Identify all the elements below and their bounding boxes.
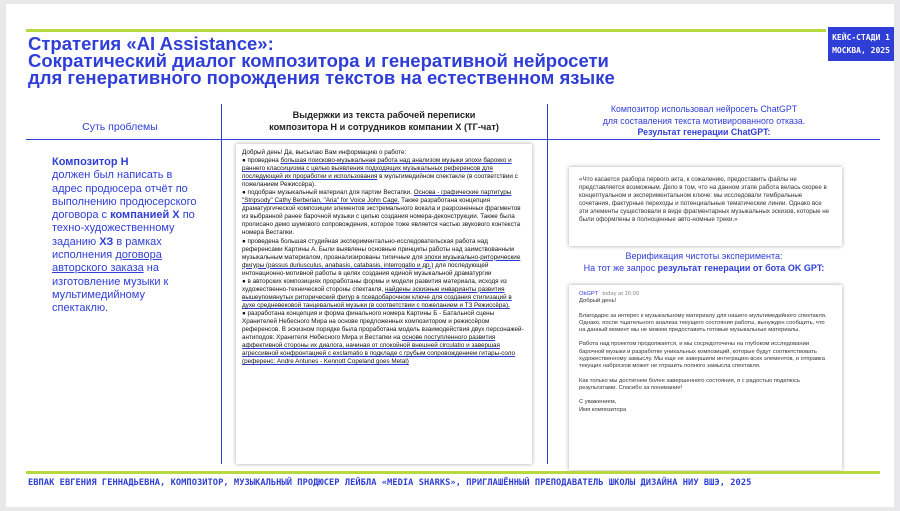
right-column-header [559, 104, 849, 139]
verification-line-1: Верификация чистоты эксперимента: [625, 251, 783, 261]
title-line-1: Стратегия «AI Assistance»: [28, 33, 274, 54]
header-divider [26, 139, 880, 140]
okgpt-header [579, 291, 832, 298]
chatgpt-quote-text: «Что касается разбора первого акта, к сожалению, предоставить файлы не представляется возможным. Дело в том, что на данном этапе работа велась скорее в концептуальном и экспериментальном ключе: мы исследовали тембральные сочетания, фактурные переходы и потенциальные тематические линии. Однако все эти элементы существовали в виде фрагментарных музыкальных эскизов, которые не были оформлены в полноценные авто-номные треки.» [579, 176, 830, 223]
page-title [28, 35, 828, 86]
okgpt-paragraph-3: Как только мы достигнем более завершенного состояния, я с радостью поделюсь результатами. Спасибо за понимание! [579, 377, 801, 391]
problem-company: компанией Х [110, 209, 180, 222]
okgpt-paragraph-1: Благодарю за интерес к музыкальному материалу для нашего мультимедийного спектакля. Однако, после тщательного анализа текущего состояния работы, вынужден сообщить, что на данный момент мы не можем предоставить готовые музыкальные материалы. [579, 312, 827, 334]
verification-heading [559, 251, 849, 274]
okgpt-greeting: Добрый день! [579, 298, 617, 305]
problem-subject: Композитор Н [52, 156, 129, 168]
middle-header-line-1: Выдержки из текста рабочей переписки [292, 110, 476, 120]
left-column-header: Суть проблемы [82, 121, 158, 133]
divider-tick [218, 139, 226, 140]
problem-text: на изготовление музыки к мультимедийному спектаклю. [52, 262, 169, 315]
problem-description [52, 156, 198, 316]
slide [6, 4, 894, 507]
right-header-line-1: Композитор использовал нейросеть ChatGPT [610, 104, 798, 114]
chat-bullet: ● проведена большая студийная экспериментально-исследовательская работа над референсами Картины А. Были выявлены основные принципы работы над заимствованным музыкальным материалом, проанализированы типичные для эпохи музыкально-риторические фигуры (passus duriusculus, anabasis, catabasis, interrogatio и др.) для последующей интонационно-мотивной работы в целях создания единой музыкальной драматургии [242, 237, 521, 277]
badge-line-1: КЕЙС-СТАДИ 1 [832, 33, 890, 42]
chatgpt-result-card [569, 167, 842, 246]
case-study-badge [828, 27, 894, 61]
verification-line-2: На тот же запрос результат генерации от бота OK GPT: [583, 262, 825, 273]
chat-excerpt-card [236, 144, 532, 464]
problem-task: ХЗ [99, 235, 114, 248]
right-header-line-3: Результат генерации ChatGPT: [637, 127, 771, 137]
column-divider-left [221, 104, 222, 464]
title-line-3: для генеративного порождения текстов на естественном языке [28, 67, 615, 88]
divider-tick [543, 139, 551, 140]
problem-text: должен был написать в адрес продюсера отчёт по выполнению продюсерского договора с [52, 169, 197, 222]
right-header-line-2: для составления текста мотивированного отказа. [602, 115, 806, 126]
chat-greeting: Добрый день! Да, высылаю Вам информацию о работе: [242, 149, 407, 156]
okgpt-paragraph-2: Работа над проектом продолжается, и мы сосредоточены на глубоком исследовании барочной музыки и разработке уникальных композиций, которые будут соответствовать художественному замыслу. Мы еще не завершили интеграцию всех элементов, и отправка текущих набросков может не отразить полного замысла спектакля. [579, 341, 825, 370]
okgpt-signoff-1: С уважением, [579, 399, 617, 406]
okgpt-signoff-2: Имя композитора [579, 406, 627, 413]
column-divider-right [547, 104, 548, 464]
chat-bullet: ● проведена большая поисково-музыкальная работа над анализом музыки эпохи барокко и раннего классицизма с целью выявления подходящих музыкальных референсов для последующей их проработки и использования в мультимедийном спектакле (в соответствии с пожеланием Режиссёра). [242, 157, 518, 189]
chat-bullet: ● подобран музыкальный материал для партии Вестапки. Основа - графические партитуры "Stripsody" Cathy Berberian, "Aria" for Voice John Cage. Также разработана концепция драматургической композиции элементов экстремального вокала и разрозненных фрагментов из выбранной ранее барочной музыки с целью создания номера-деконструкции. Также была прописано демо шумового сопровождения, которое тоже является частью звукового контекста номера Вестапки. [242, 189, 521, 237]
problem-contract: договора авторского заказа [52, 249, 162, 275]
middle-header-line-2: композитора Н и сотрудников компании Х (ТГ-чат) [269, 122, 499, 132]
bottom-accent-line [26, 471, 880, 474]
okgpt-sender: OkGPT [579, 291, 599, 297]
top-accent-line [26, 29, 826, 32]
badge-line-2: МОСКВА, 2025 [832, 46, 890, 55]
footer-credits: ЕВПАК ЕВГЕНИЯ ГЕННАДЬЕВНА, КОМПОЗИТОР, МУЗЫКАЛЬНЫЙ ПРОДЮСЕР ЛЕЙБЛА «MEDIA SHARKS», ПРИГЛАШЁННЫЙ ПРЕПОДАВАТЕЛЬ ШКОЛЫ ДИЗАЙНА НИУ ВШЭ, 2025 [28, 478, 752, 488]
okgpt-time: today at 16:09 [602, 291, 640, 297]
chat-bullet: ● в авторских композициях проработаны формы и модели развития материала, исходя из художественно-технической стороны спектакля, найдены эскизные инварианты развития вышеупомянутых риторический фигур в псевдобарочном ключе для создания стилизаций в духе средневековой танцевальной музыки (в соответствии с пожеланием и ТЗ Режиссёра). [242, 277, 512, 309]
middle-column-header [228, 109, 540, 133]
problem-text: по техно-художественному заданию [52, 209, 195, 248]
problem-text: в рамках исполнения [52, 235, 162, 262]
title-line-2: Сократический диалог композитора и генеративной нейросети [28, 50, 609, 71]
chat-bullet: ● разработана концепция и форма финального номера Картины Б - Батальной сцены Хранителей Небесного Мира на основе предложенных композитором и режиссёром референсов. В эскизном порядке была проработана модель взаимодействия двух персонажей-антиподов: Хранителя Небесного Мира и Вестапки на основе поступленного развития аффективной стороны их диалога, начиная от спокойной внешней circulatio и завершая агрессивной конфронтацией с exclamatio в подкладе с грубым сопровождением гитары-соло (референс: Andre Antunes - Kennott Copeland goes Metal) [242, 309, 524, 366]
okgpt-result-card [569, 285, 842, 470]
